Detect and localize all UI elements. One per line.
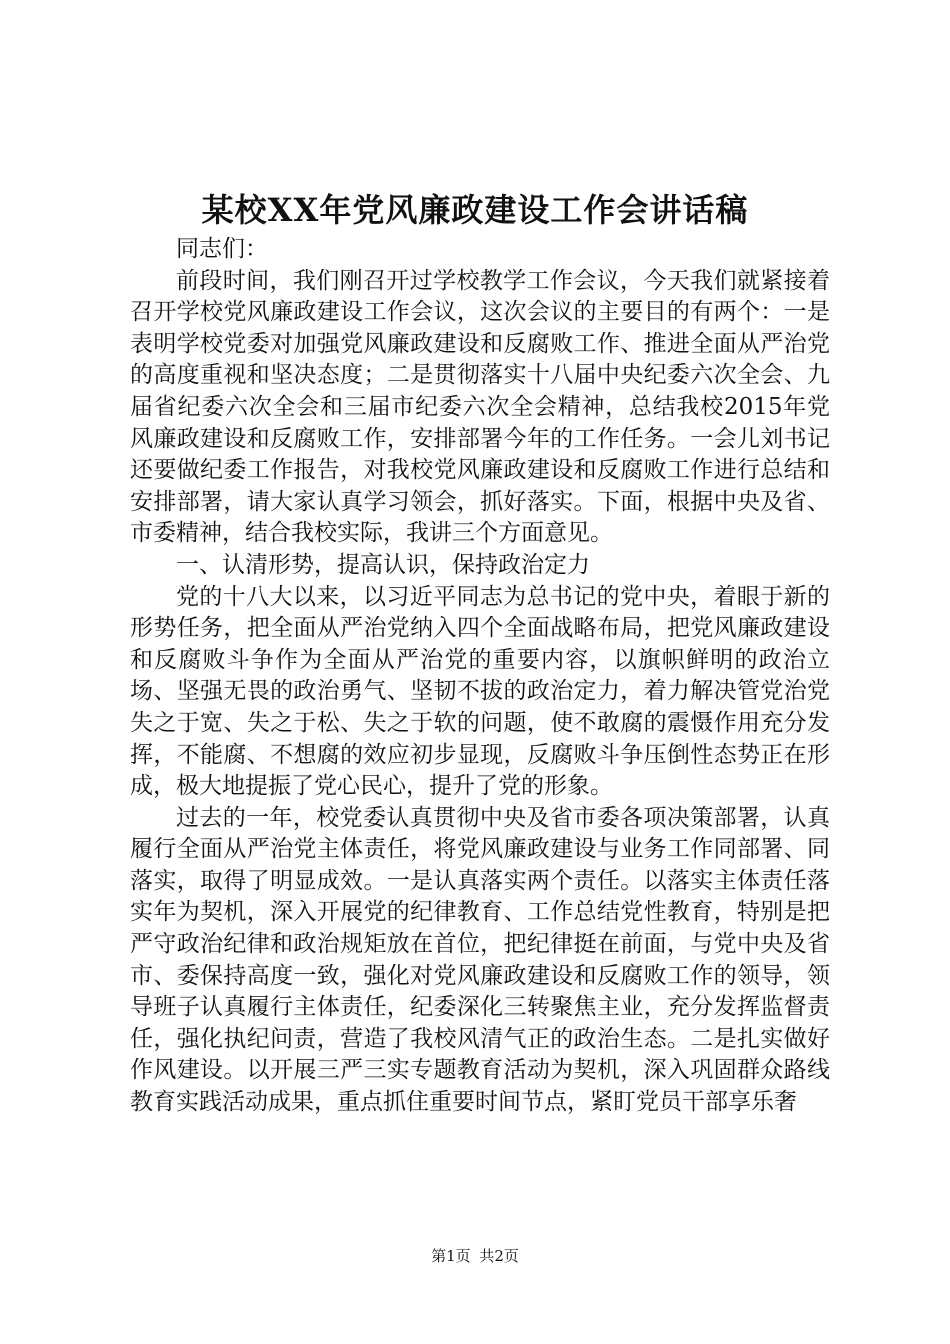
- document-title: 某校XX年党风廉政建设工作会讲话稿: [201, 191, 749, 229]
- body-paragraph: 前段时间，我们刚召开过学校教学工作会议，今天我们就紧接着召开学校党风廉政建设工作会议，这次会议的主要目的有两个：一是表明学校党委对加强党风廉政建设和反腐败工作、推进全面从严治党的高度重视和坚决态度；二是贯彻落实十八届中央纪委六次全会、九届省纪委六次全会和三届市纪委六次全会精神，总结我校2015年党风廉政建设和反腐败工作，安排部署今年的工作任务。一会儿刘书记还要做纪委工作报告，对我校党风廉政建设和反腐败工作进行总结和安排部署，请大家认真学习领会，抓好落实。下面，根据中央及省、市委精神，结合我校实际，我讲三个方面意见。: [130, 267, 830, 547]
- body-paragraph: 过去的一年，校党委认真贯彻中央及省市委各项决策部署，认真履行全面从严治党主体责任，将党风廉政建设与业务工作同部署、同落实，取得了明显成效。一是认真落实两个责任。以落实主体责任落实年为契机，深入开展党的纪律教育、工作总结党性教育，特别是把严守政治纪律和政治规矩放在首位，把纪律挺在前面，与党中央及省市、委保持高度一致，强化对党风廉政建设和反腐败工作的领导，领导班子认真履行主体责任，纪委深化三转聚焦主业，充分发挥监督责任，强化执纪问责，营造了我校风清气正的政治生态。二是扎实做好作风建设。以开展三严三实专题教育活动为契机，深入巩固群众路线教育实践活动成果，重点抓住重要时间节点，紧盯党员干部享乐奢: [130, 804, 830, 1116]
- page-footer: 第1页 共2页: [431, 1247, 519, 1265]
- body-paragraph: 党的十八大以来，以习近平同志为总书记的党中央，着眼于新的形势任务，把全面从严治党纳入四个全面战略布局，把党风廉政建设和反腐败斗争作为全面从严治党的重要内容，以旗帜鲜明的政治立场、坚强无畏的政治勇气、坚韧不拔的政治定力，着力解决管党治党失之于宽、失之于松、失之于软的问题，使不敢腐的震慑作用充分发挥，不能腐、不想腐的效应初步显现，反腐败斗争压倒性态势正在形成，极大地提振了党心民心，提升了党的形象。: [130, 583, 830, 800]
- document-body: [130, 234, 830, 1119]
- salutation: 同志们：: [176, 236, 268, 262]
- section-heading: 一、认清形势，提高认识，保持政治定力: [176, 551, 590, 578]
